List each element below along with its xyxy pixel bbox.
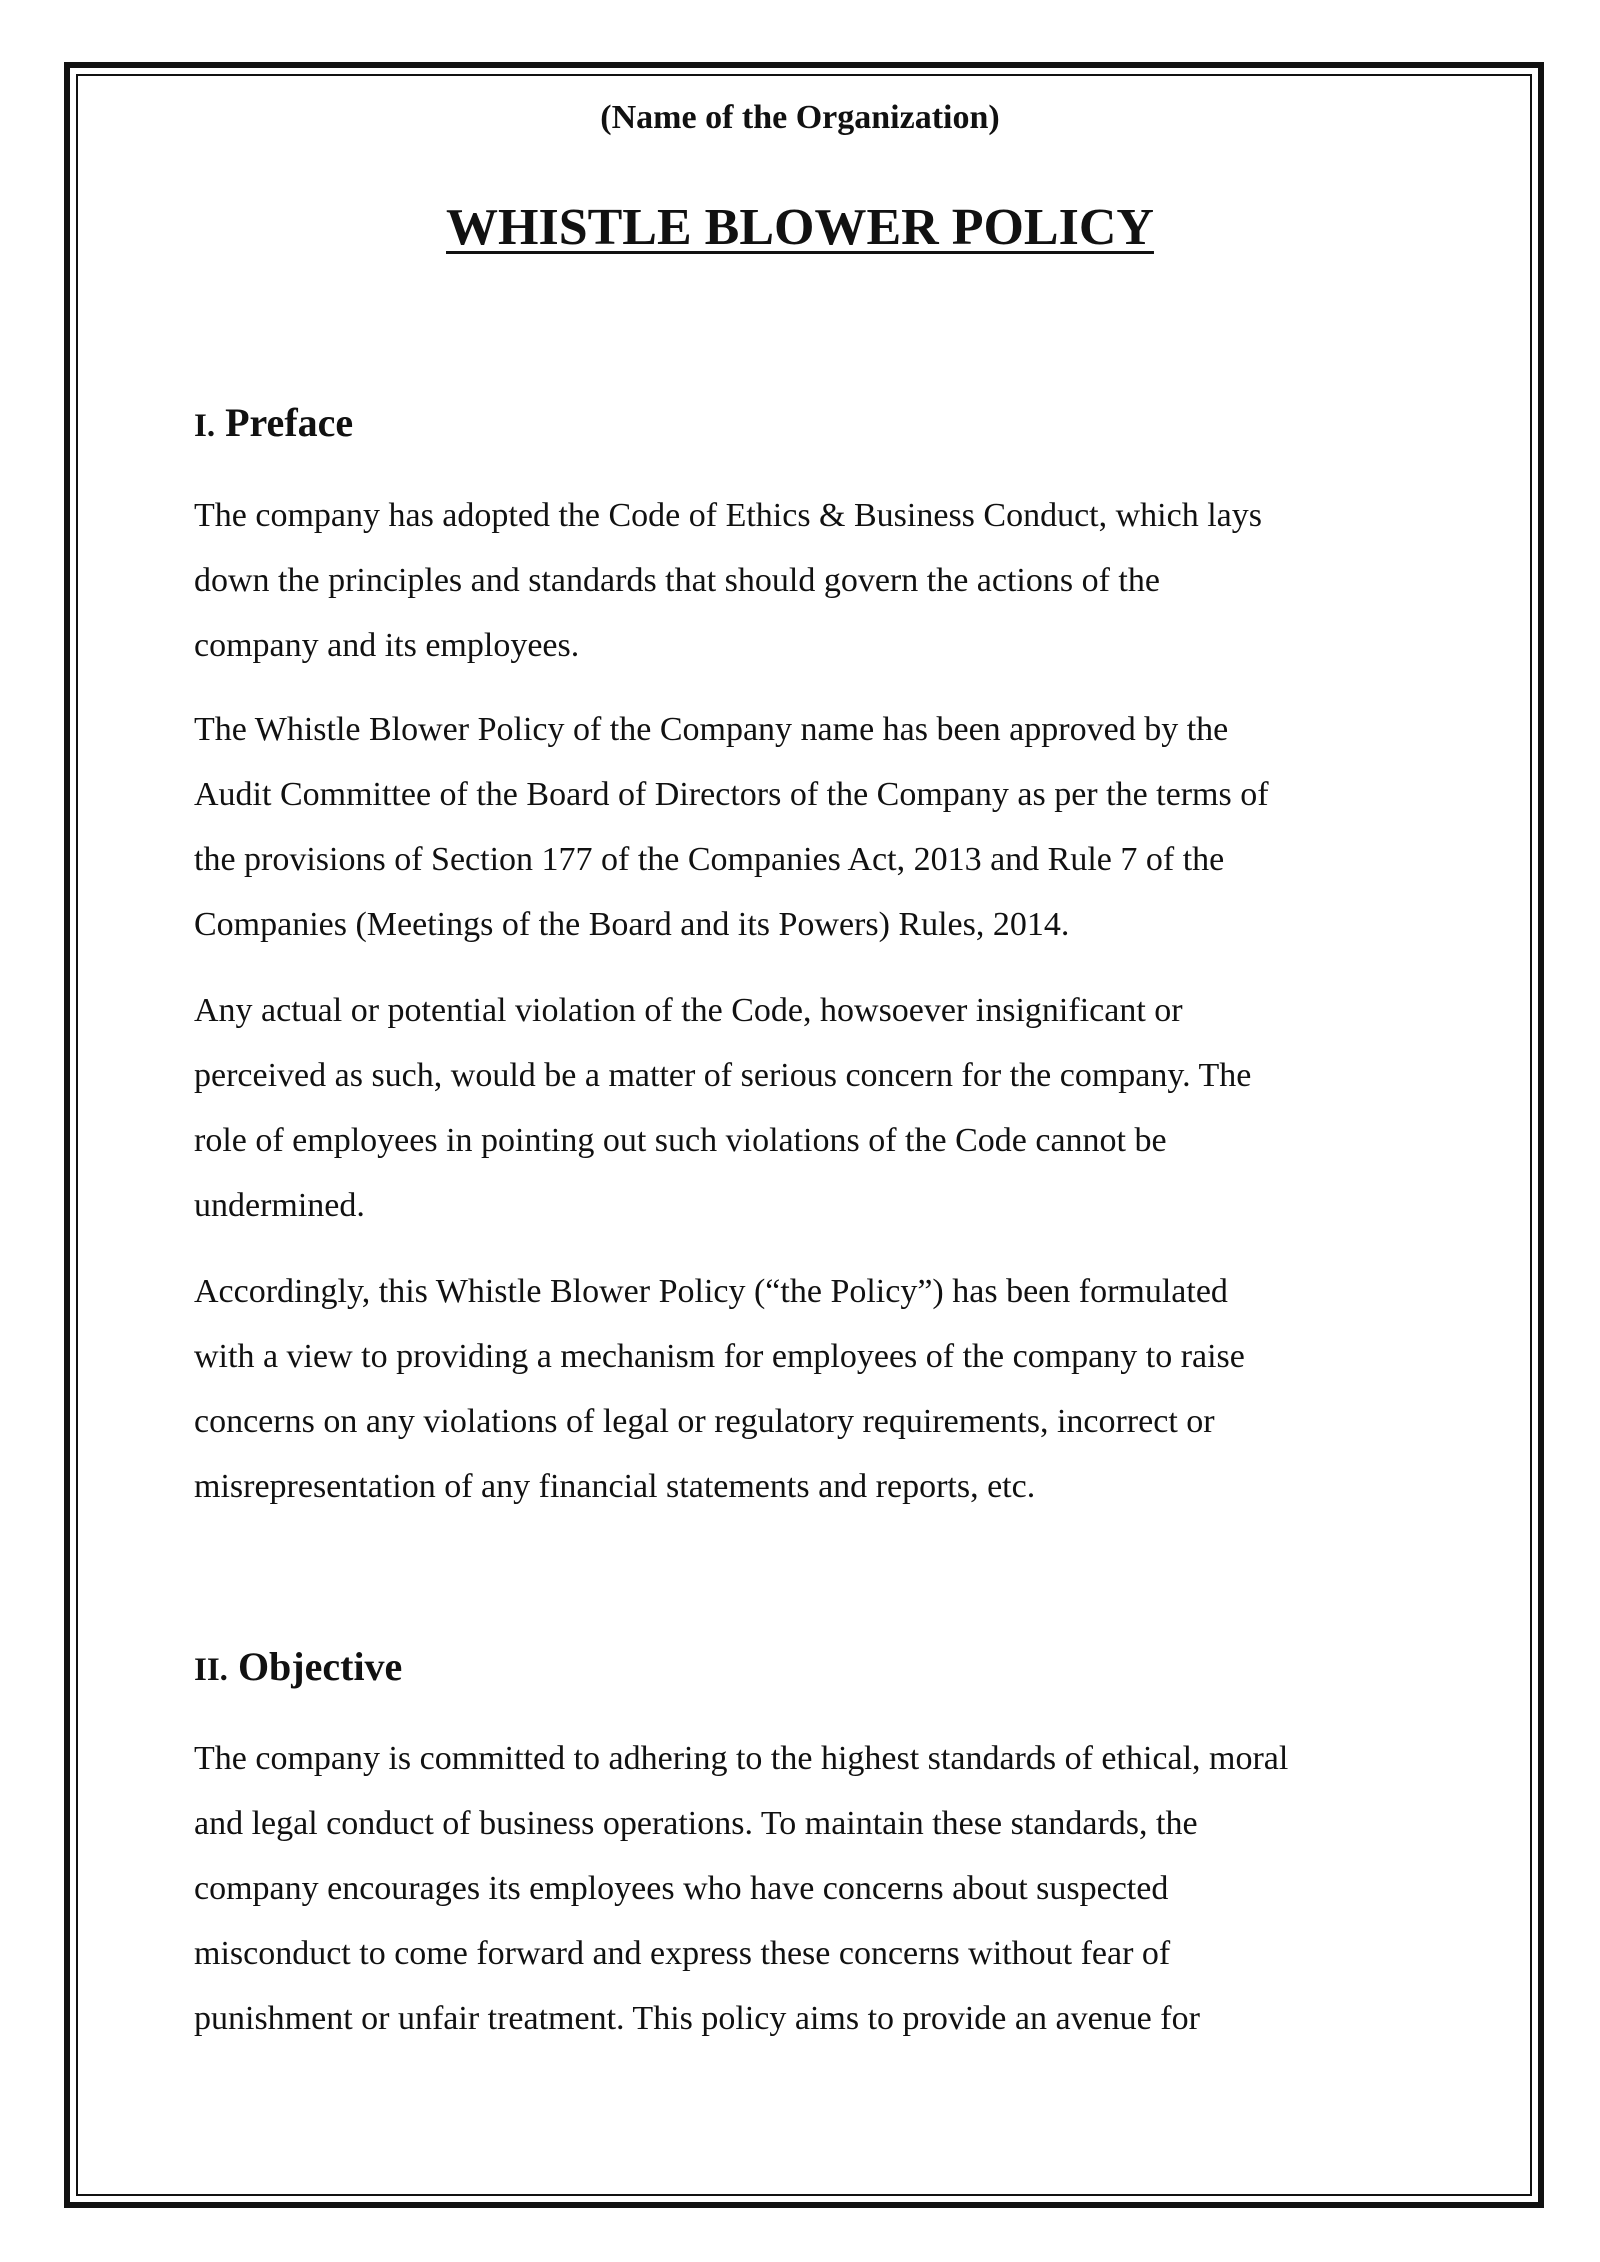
text-line: misconduct to come forward and express these concerns without fear of bbox=[194, 1935, 1171, 1972]
section-title: Objective bbox=[237, 1644, 403, 1689]
organization-name: (Name of the Organization) bbox=[600, 99, 1000, 136]
text-line: and legal conduct of business operations. To maintain these standards, the bbox=[194, 1805, 1198, 1842]
text-line: The company is committed to adhering to the highest standards of ethical, moral bbox=[194, 1740, 1289, 1777]
text-line: The company has adopted the Code of Ethics & Business Conduct, which lays bbox=[194, 497, 1262, 534]
section-number: I. bbox=[194, 408, 216, 444]
text-line: Audit Committee of the Board of Directors of the Company as per the terms of bbox=[194, 776, 1269, 813]
paragraph-preface-1 bbox=[194, 483, 1424, 678]
section-heading-objective bbox=[194, 1642, 402, 1695]
paragraph-preface-2 bbox=[194, 697, 1424, 957]
text-line: with a view to providing a mechanism for employees of the company to raise bbox=[194, 1338, 1245, 1375]
section-number: II. bbox=[194, 1652, 228, 1688]
text-line: punishment or unfair treatment. This policy aims to provide an avenue for bbox=[194, 2000, 1200, 2037]
paragraph-preface-3 bbox=[194, 978, 1424, 1238]
section-heading-preface bbox=[194, 398, 353, 451]
text-line: Any actual or potential violation of the Code, howsoever insignificant or bbox=[194, 992, 1183, 1029]
text-line: undermined. bbox=[194, 1187, 365, 1224]
text-line: company and its employees. bbox=[194, 627, 580, 664]
paragraph-objective-1 bbox=[194, 1726, 1424, 2051]
text-line: concerns on any violations of legal or regulatory requirements, incorrect or bbox=[194, 1403, 1215, 1440]
paragraph-preface-4 bbox=[194, 1259, 1424, 1519]
text-line: perceived as such, would be a matter of serious concern for the company. The bbox=[194, 1057, 1252, 1094]
text-line: company encourages its employees who have concerns about suspected bbox=[194, 1870, 1169, 1907]
document-title: WHISTLE BLOWER POLICY bbox=[446, 199, 1154, 256]
text-line: the provisions of Section 177 of the Companies Act, 2013 and Rule 7 of the bbox=[194, 841, 1225, 878]
section-title: Preface bbox=[225, 400, 354, 445]
text-line: down the principles and standards that should govern the actions of the bbox=[194, 562, 1160, 599]
text-line: Companies (Meetings of the Board and its Powers) Rules, 2014. bbox=[194, 906, 1070, 943]
text-line: Accordingly, this Whistle Blower Policy (“the Policy”) has been formulated bbox=[194, 1273, 1228, 1310]
text-line: misrepresentation of any financial statements and reports, etc. bbox=[194, 1468, 1036, 1505]
text-line: role of employees in pointing out such violations of the Code cannot be bbox=[194, 1122, 1167, 1159]
text-line: The Whistle Blower Policy of the Company name has been approved by the bbox=[194, 711, 1229, 748]
